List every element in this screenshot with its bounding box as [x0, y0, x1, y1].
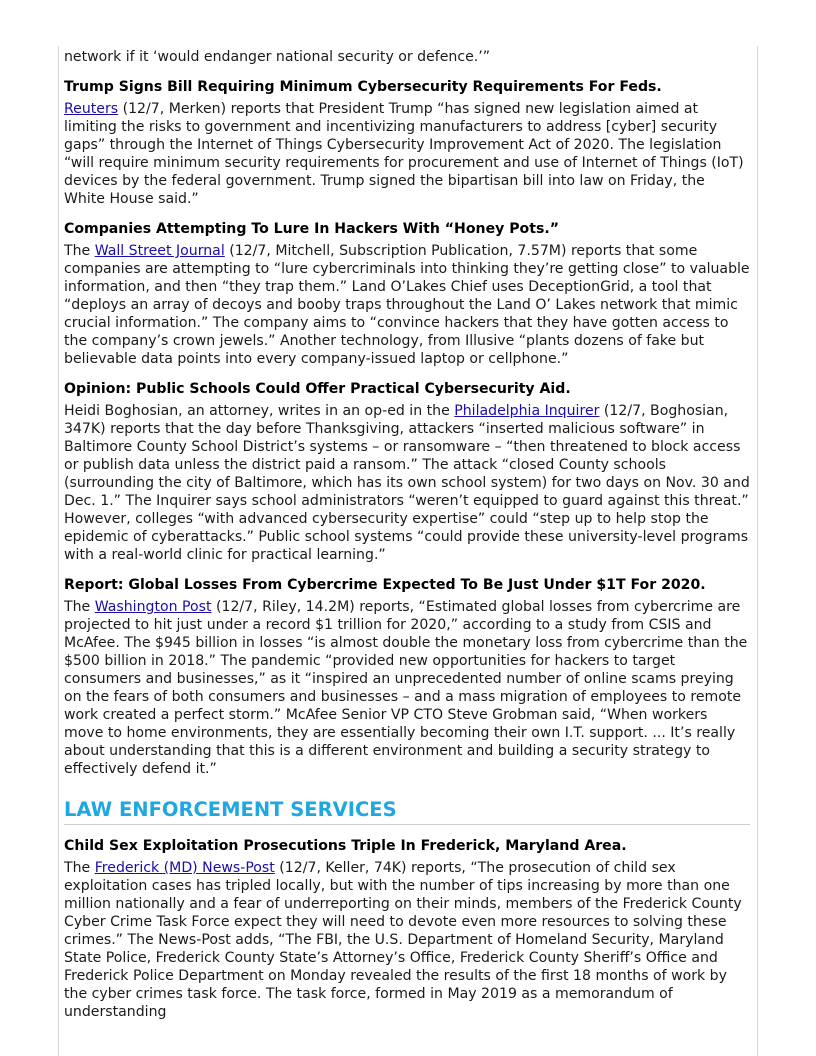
article-prefix: The [64, 243, 95, 259]
article-public-schools [64, 380, 750, 564]
article-title: Opinion: Public Schools Could Offer Practical Cybersecurity Aid. [64, 381, 571, 397]
article-global-losses [64, 576, 750, 778]
source-link-washington-post[interactable]: Washington Post [94, 599, 212, 615]
article-honey-pots [64, 220, 750, 368]
article-trump-bill [64, 78, 750, 208]
source-link-philly-inquirer[interactable]: Philadelphia Inquirer [454, 403, 600, 419]
article-text: (12/7, Merken) reports that President Trump “has signed new legislation aimed at limiting the risks to government and incentivizing manufacturers to address [cyber] security gaps” through the Internet of Things Cybersecurity Improvement Act of 2020. The legislation “will require minimum security requirements for procurement and use of Internet of Things (IoT) devices by the federal government. Trump signed the bipartisan bill into law on Friday, the White House said.” [64, 101, 744, 207]
article-body [64, 859, 750, 1021]
article-text: (12/7, Riley, 14.2M) reports, “Estimated global losses from cybercrime are projected to hit just under a record $1 trillion for 2020,” according to a study from CSIS and McAfee. The $945 billion in losses “is almost double the monetary loss from cybercrime than the $500 billion in 2018.” The pandemic “provided new opportunities for hackers to target consumers and businesses,” as it “inspired an unprecedented number of online scams preying on the fears of both consumers and businesses – and a mass migration of employees to remote work created a perfect storm.” McAfee Senior VP CTO Steve Grobman said, “When workers move to home environments, they are essentially becoming their own I.T. support. ... It’s really about understanding that this is a different environment and building a security strategy to effectively defend it.” [64, 599, 748, 777]
source-link-reuters[interactable]: Reuters [64, 101, 119, 117]
article-body [64, 402, 750, 564]
article-child-exploitation [64, 837, 750, 1021]
article-title: Report: Global Losses From Cybercrime Expected To Be Just Under $1T For 2020. [64, 577, 706, 593]
newsletter-column [58, 46, 758, 1056]
article-prefix: The [64, 599, 95, 615]
continued-text: network if it ‘would endanger national security or defence.’” [64, 49, 491, 65]
source-link-wsj[interactable]: Wall Street Journal [94, 243, 225, 259]
article-text: (12/7, Boghosian, 347K) reports that the day before Thanksgiving, attackers “inserted malicious software” in Baltimore County School District’s systems – or ransomware – “then threatened to block access or publish data unless the district paid a ransom.” The attack “closed County schools (surrounding the city of Baltimore, which has its own school system) for two days on Nov. 30 and Dec. 1.” The Inquirer says school administrators “weren’t equipped to guard against this threat.” However, colleges “with advanced cybersecurity expertise” could “step up to help stop the epidemic of cyberattacks.” Public school systems “could provide these university-level programs with a real-world clinic for practical learning.” [64, 403, 750, 563]
article-prefix: Heidi Boghosian, an attorney, writes in an op-ed in the [64, 403, 455, 419]
article-body [64, 598, 750, 778]
article-prefix: The [64, 860, 95, 876]
source-link-frederick-news-post[interactable]: Frederick (MD) News-Post [94, 860, 275, 876]
section-heading: LAW ENFORCEMENT SERVICES [64, 798, 750, 825]
article-body [64, 242, 750, 368]
article-title: Child Sex Exploitation Prosecutions Triple In Frederick, Maryland Area. [64, 838, 627, 854]
article-text: (12/7, Mitchell, Subscription Publication, 7.57M) reports that some companies are attempting to “lure cybercriminals into thinking they’re getting close” to valuable information, and then “they trap them.” Land O’Lakes Chief uses DeceptionGrid, a tool that “deploys an array of decoys and booby traps throughout the Land O’ Lakes network that mimic crucial information.” The company aims to “convince hackers that they have gotten access to the company’s crown jewels.” Another technology, from Illusive “plants dozens of fake but believable data points into every company-issued laptop or cellphone.” [64, 243, 750, 367]
article-body [64, 100, 750, 208]
article-title: Trump Signs Bill Requiring Minimum Cybersecurity Requirements For Feds. [64, 79, 662, 95]
content [64, 46, 750, 1021]
article-text: (12/7, Keller, 74K) reports, “The prosecution of child sex exploitation cases has tripled locally, but with the number of tips increasing by more than one million nationally and a fear of underreporting on their minds, members of the Frederick County Cyber Crime Task Force expect they will need to devote even more resources to solving these crimes.” The News-Post adds, “The FBI, the U.S. Department of Homeland Security, Maryland State Police, Frederick County State’s Attorney’s Office, Frederick County Sheriff’s Office and Frederick Police Department on Monday revealed the results of the first 18 months of work by the cyber crimes task force. The task force, formed in May 2019 as a memorandum of understanding [64, 860, 742, 1020]
article-title: Companies Attempting To Lure In Hackers With “Honey Pots.” [64, 221, 559, 237]
